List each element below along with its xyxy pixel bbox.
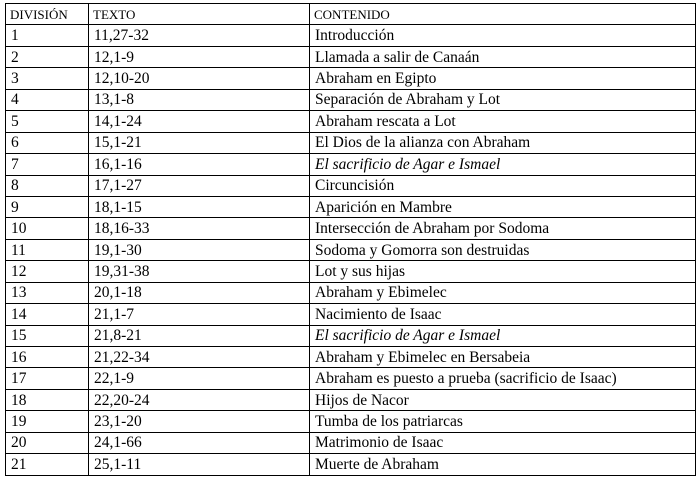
table-row — [6, 261, 696, 282]
texto-cell: 24,1-66 — [89, 432, 310, 453]
division-cell: 5 — [6, 111, 89, 132]
texto-cell: 18,1-15 — [89, 196, 310, 217]
table-row — [6, 132, 696, 153]
table-row — [6, 239, 696, 260]
contenido-cell: Muerte de Abraham — [310, 454, 696, 475]
texto-cell: 19,31-38 — [89, 261, 310, 282]
texto-cell: 22,1-9 — [89, 368, 310, 389]
division-cell: 4 — [6, 89, 89, 110]
texto-cell: 14,1-24 — [89, 111, 310, 132]
division-cell: 19 — [6, 411, 89, 432]
table-row — [6, 111, 696, 132]
genesis-outline-table — [5, 3, 696, 476]
division-cell: 15 — [6, 325, 89, 346]
texto-cell: 19,1-30 — [89, 239, 310, 260]
division-cell: 14 — [6, 304, 89, 325]
header-division: DIVISIÓN — [6, 4, 89, 25]
division-cell: 7 — [6, 154, 89, 175]
texto-cell: 16,1-16 — [89, 154, 310, 175]
texto-cell: 18,16-33 — [89, 218, 310, 239]
table-row — [6, 154, 696, 175]
contenido-cell: Abraham y Ebimelec en Bersabeia — [310, 347, 696, 368]
contenido-cell: Abraham y Ebimelec — [310, 282, 696, 303]
texto-cell: 25,1-11 — [89, 454, 310, 475]
contenido-cell: Intersección de Abraham por Sodoma — [310, 218, 696, 239]
contenido-cell: Tumba de los patriarcas — [310, 411, 696, 432]
table-row — [6, 218, 696, 239]
contenido-cell: Separación de Abraham y Lot — [310, 89, 696, 110]
texto-cell: 21,22-34 — [89, 347, 310, 368]
table-row — [6, 411, 696, 432]
texto-cell: 22,20-24 — [89, 389, 310, 410]
division-cell: 9 — [6, 196, 89, 217]
contenido-cell: Hijos de Nacor — [310, 389, 696, 410]
table-row — [6, 68, 696, 89]
contenido-cell: El sacrificio de Agar e Ismael — [310, 325, 696, 346]
division-cell: 12 — [6, 261, 89, 282]
table-row — [6, 389, 696, 410]
contenido-cell: Introducción — [310, 25, 696, 46]
division-cell: 3 — [6, 68, 89, 89]
table-row — [6, 282, 696, 303]
table-row — [6, 368, 696, 389]
texto-cell: 17,1-27 — [89, 175, 310, 196]
texto-cell: 21,1-7 — [89, 304, 310, 325]
division-cell: 11 — [6, 239, 89, 260]
table-body — [6, 25, 696, 475]
contenido-cell: Matrimonio de Isaac — [310, 432, 696, 453]
texto-cell: 11,27-32 — [89, 25, 310, 46]
contenido-cell: El sacrificio de Agar e Ismael — [310, 154, 696, 175]
texto-cell: 23,1-20 — [89, 411, 310, 432]
division-cell: 2 — [6, 46, 89, 67]
division-cell: 6 — [6, 132, 89, 153]
division-cell: 21 — [6, 454, 89, 475]
contenido-cell: Nacimiento de Isaac — [310, 304, 696, 325]
division-cell: 10 — [6, 218, 89, 239]
texto-cell: 21,8-21 — [89, 325, 310, 346]
header-texto: TEXTO — [89, 4, 310, 25]
contenido-cell: Lot y sus hijas — [310, 261, 696, 282]
table-row — [6, 347, 696, 368]
texto-cell: 15,1-21 — [89, 132, 310, 153]
table-row — [6, 304, 696, 325]
contenido-cell: Circuncisión — [310, 175, 696, 196]
contenido-cell: Sodoma y Gomorra son destruidas — [310, 239, 696, 260]
texto-cell: 20,1-18 — [89, 282, 310, 303]
header-contenido: CONTENIDO — [310, 4, 696, 25]
contenido-cell: Abraham rescata a Lot — [310, 111, 696, 132]
header-row — [6, 4, 696, 25]
contenido-cell: Llamada a salir de Canaán — [310, 46, 696, 67]
contenido-cell: Abraham es puesto a prueba (sacrificio de Isaac) — [310, 368, 696, 389]
contenido-cell: Aparición en Mambre — [310, 196, 696, 217]
contenido-cell: Abraham en Egipto — [310, 68, 696, 89]
division-cell: 1 — [6, 25, 89, 46]
division-cell: 13 — [6, 282, 89, 303]
division-cell: 8 — [6, 175, 89, 196]
table-row — [6, 196, 696, 217]
texto-cell: 12,10-20 — [89, 68, 310, 89]
table-row — [6, 89, 696, 110]
division-cell: 17 — [6, 368, 89, 389]
table-row — [6, 432, 696, 453]
table-row — [6, 325, 696, 346]
contenido-cell: El Dios de la alianza con Abraham — [310, 132, 696, 153]
table-row — [6, 175, 696, 196]
texto-cell: 13,1-8 — [89, 89, 310, 110]
division-cell: 20 — [6, 432, 89, 453]
table-row — [6, 25, 696, 46]
division-cell: 16 — [6, 347, 89, 368]
table-row — [6, 46, 696, 67]
division-cell: 18 — [6, 389, 89, 410]
table-row — [6, 454, 696, 475]
texto-cell: 12,1-9 — [89, 46, 310, 67]
